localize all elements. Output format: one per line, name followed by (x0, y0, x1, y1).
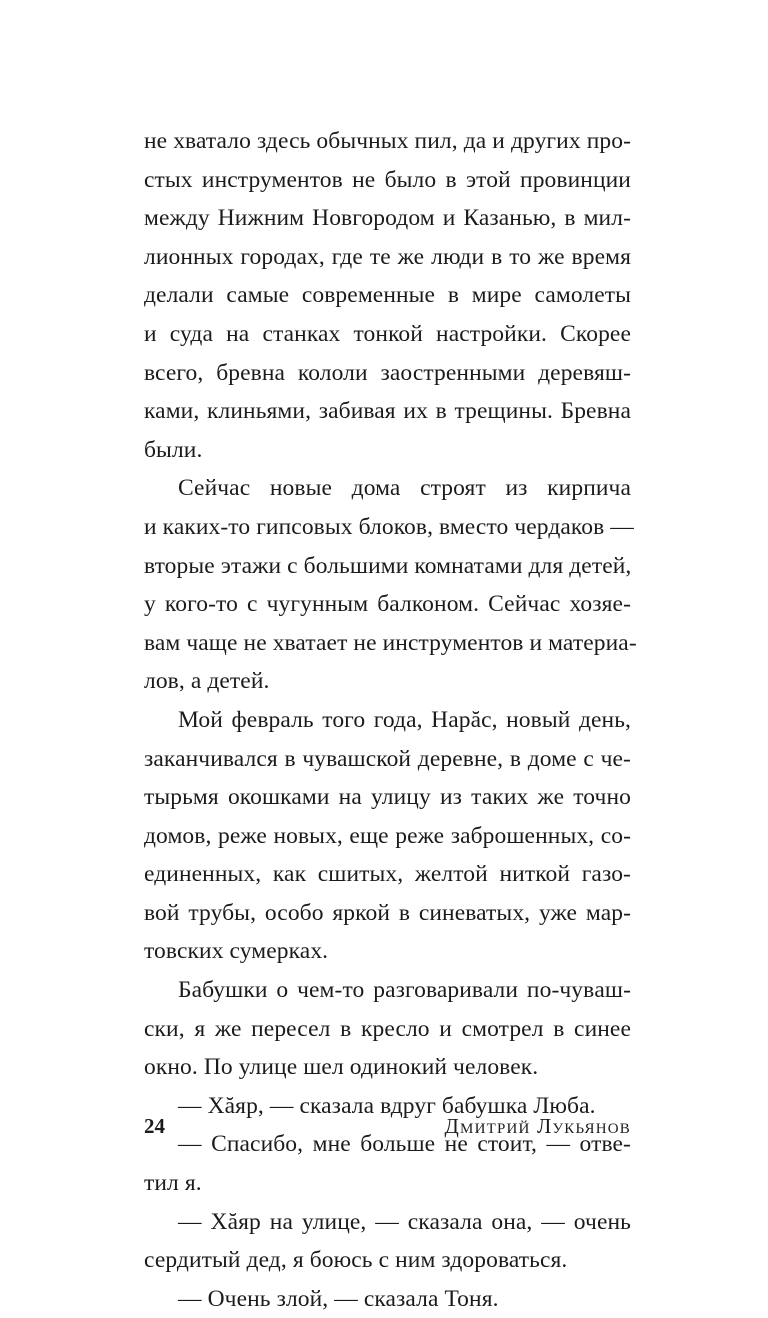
text-line: вторые этажи с большими комнатами для детей, (144, 552, 632, 579)
text-line: товских сумерках. (144, 938, 329, 965)
text-line: между Нижним Новгородом и Казанью, в мил- (144, 205, 631, 232)
page-number: 24 (144, 1114, 165, 1138)
text-line: сердитый дед, я боюсь с ним здороваться. (144, 1247, 568, 1274)
text-line: лионных городах, где те же люди в то же время (144, 243, 631, 270)
text-line: ски, я же пересел в кресло и смотрел в синее (144, 1015, 631, 1042)
text-line: стых инструментов не было в этой провинции (144, 166, 631, 193)
text-line: — Очень злой, — сказала Тоня. (178, 1285, 499, 1312)
text-line: Бабушки о чем-то разговаривали по-чувaш- (178, 977, 631, 1004)
text-line: ками, клиньями, забивая их в трещины. Бревна (144, 398, 631, 425)
text-line: и суда на станках тонкой настройки. Скорее (144, 320, 631, 347)
text-line: лов, а детей. (144, 668, 270, 695)
text-line: вам чаще не хватает не инструментов и материа- (144, 629, 637, 656)
text-line: делали самые современные в мире самолеты (144, 282, 631, 309)
running-title-author: Дмитрий Лукьянов (444, 1114, 631, 1138)
text-line: были. (144, 436, 203, 463)
text-line: Мой февраль того года, Нарăс, новый день, (178, 706, 631, 733)
text-line: — Хăяр, — сказала вдруг бабушка Люба. (178, 1092, 596, 1119)
text-line: у кого-то с чугунным балконом. Сейчас хозяе- (144, 591, 631, 618)
text-line: не хватало здесь обычных пил, да и других про- (144, 128, 631, 154)
text-line: и каких-то гипсовых блоков, вместо чердаков — (144, 513, 634, 540)
page-footer (144, 1108, 631, 1144)
text-line: — Спасибо, мне больше не стоит, — отве- (178, 1131, 631, 1158)
text-line: тырьмя окошками на улицу из таких же точно (144, 784, 631, 811)
text-line: — Хăяр на улице, — сказала она, — очень (178, 1208, 631, 1235)
text-line: Сейчас новые дома строят из кирпича (178, 475, 631, 502)
text-line: тил я. (144, 1170, 202, 1197)
text-line: вой трубы, особо яркой в синеватых, уже мар- (144, 899, 631, 926)
text-line: заканчивался в чувашской деревне, в доме с че- (144, 745, 631, 772)
text-line: всего, бревна кололи заостренными деревяш- (144, 359, 631, 386)
text-line: единенных, как сшитых, желтой ниткой газо- (144, 861, 631, 888)
text-line: окно. По улице шел одинокий человек. (144, 1054, 539, 1081)
text-line: домов, реже новых, еще реже заброшенных, со- (144, 822, 631, 849)
